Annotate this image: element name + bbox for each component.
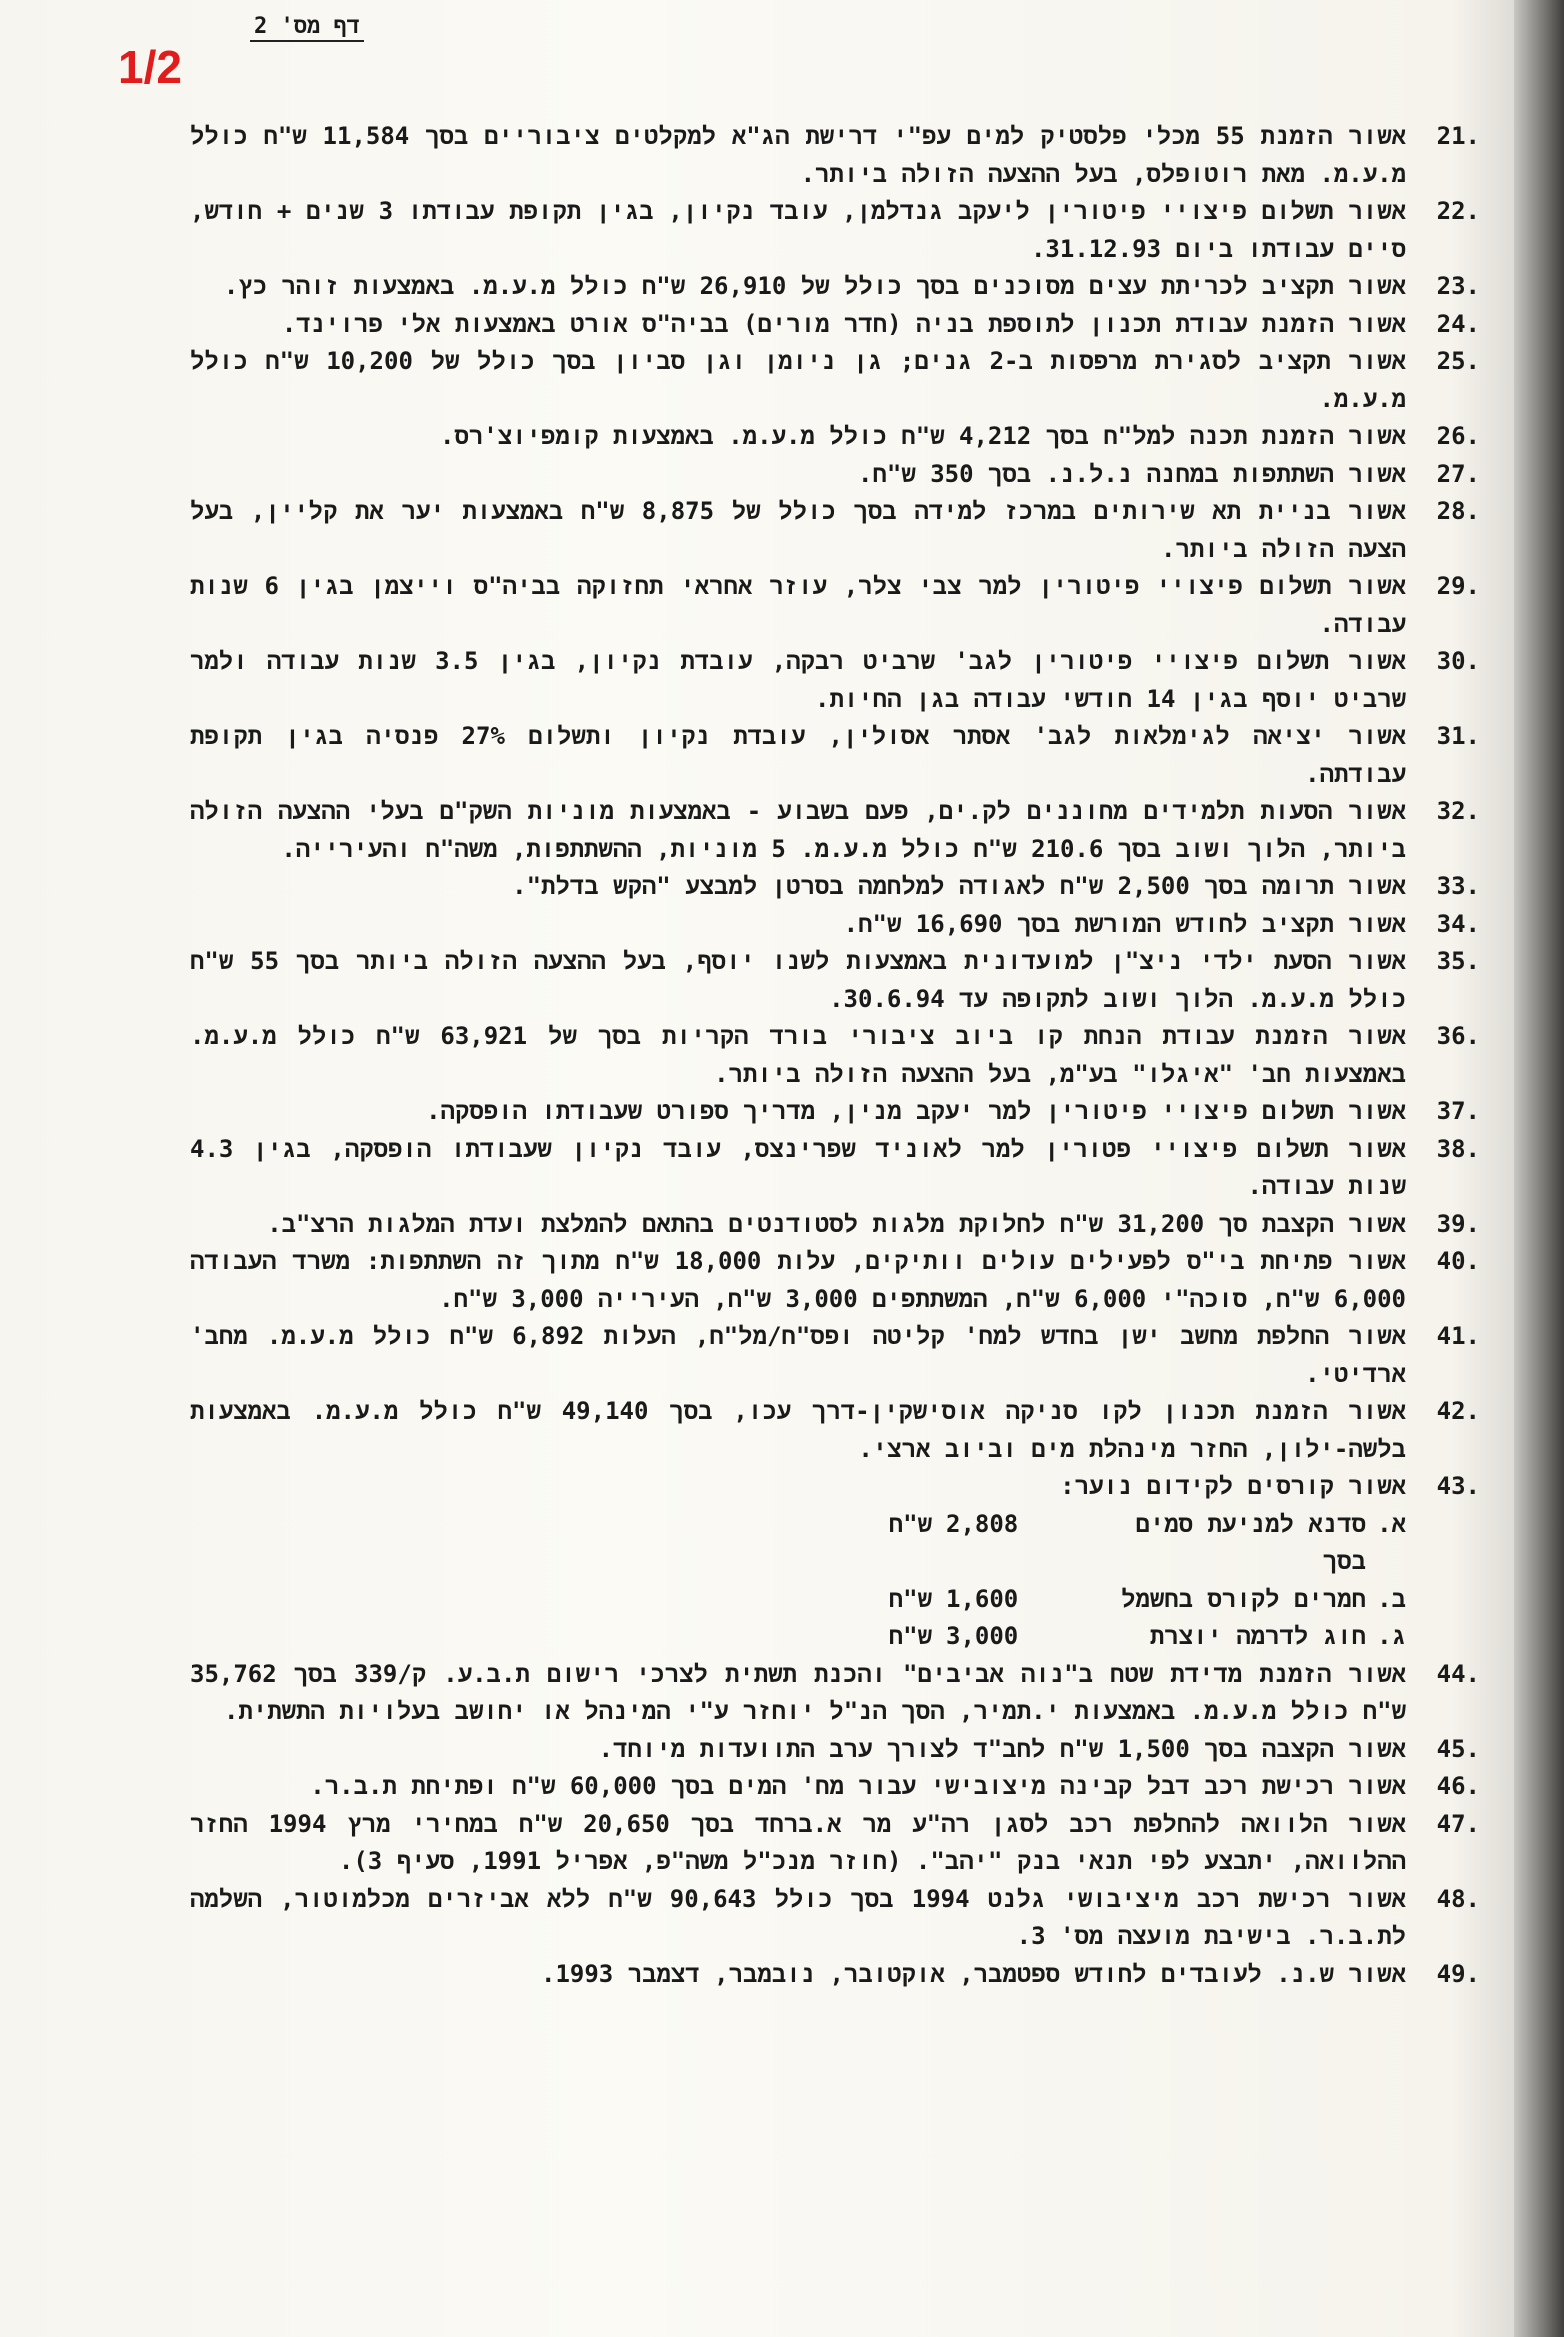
- resolution-number: 37.: [1436, 1097, 1480, 1125]
- resolution-text: אשור החלפת מחשב ישן בחדש למח' קליטה ופס"ח/מל"ח, העלות 6,892 ש"ח כולל מ.ע.מ. מחב' ארדיטי.: [190, 1322, 1407, 1388]
- resolution-text: אשור יציאה לגימלאות לגב' אסתר אסולין, עובדת נקיון ותשלום 27% פנסיה בגין תקופת עבודתה.: [190, 722, 1407, 788]
- course-line: [786, 1581, 1406, 1619]
- resolution-number: 28.: [1436, 497, 1480, 525]
- course-name: סדנא למניעת סמים בסך: [1135, 1509, 1366, 1575]
- page-fraction-marker: 1/2: [118, 41, 182, 93]
- resolution-text: אשור תשלום פיצויי פטורין למר לאוניד שפרינצס, עובד נקיון שעבודתו הופסקה, בגין 4.3 שנות עבודה.: [190, 1134, 1406, 1200]
- resolution-item: [190, 418, 1480, 456]
- resolution-text: אשור הזמנת תכנה למל"ח בסך 4,212 ש"ח כולל מ.ע.מ. באמצעות קומפיוצ'רס.: [440, 422, 1406, 450]
- resolution-item: [190, 1768, 1480, 1806]
- resolution-item: [190, 643, 1480, 718]
- resolution-number: 34.: [1436, 909, 1480, 938]
- resolution-item: [190, 1806, 1480, 1881]
- resolution-item: [190, 493, 1480, 568]
- resolution-item: [190, 306, 1480, 344]
- resolution-text: אשור רכישת רכב מיציבושי גלנט 1994 בסך כולל 90,643 ש"ח ללא אביזרים מכלמוטור, השלמה לת.ב.ר. בישיבת מועצה מס' 3.: [190, 1884, 1406, 1950]
- resolution-item: [190, 193, 1480, 268]
- resolution-item: [190, 1131, 1480, 1206]
- resolution-item: [190, 793, 1480, 868]
- resolution-number: 36.: [1436, 1022, 1480, 1050]
- resolution-item: [190, 1956, 1480, 1994]
- course-letter: ג.: [1377, 1622, 1406, 1650]
- resolution-number: 46.: [1436, 1772, 1480, 1800]
- resolution-text: אשור תשלום פיצויי פיטורין למר יעקב מנין, מדריך ספורט שעבודתו הופסקה.: [426, 1097, 1406, 1125]
- resolution-item: [190, 906, 1480, 944]
- resolution-item: [190, 118, 1480, 193]
- resolution-number: 43.: [1436, 1472, 1480, 1500]
- resolution-number: 48.: [1436, 1884, 1480, 1913]
- resolution-text: אשור השתתפות במחנה נ.ל.נ. בסך 350 ש"ח.: [858, 459, 1406, 488]
- resolution-text: אשור הקצבה בסך 1,500 ש"ח לחב"ד לצורך ערב התוועדות מיוחד.: [598, 1734, 1406, 1763]
- resolution-text: אשור רכישת רכב דבל קבינה מיצובישי עבור מח' המים בסך 60,000 ש"ח ופתיחת ת.ב.ר.: [310, 1772, 1406, 1800]
- resolution-number: 32.: [1436, 797, 1480, 825]
- course-name: חמרים לקורס בחשמל: [1121, 1584, 1366, 1613]
- resolution-number: 45.: [1436, 1734, 1480, 1763]
- resolution-text: אשור הסעות תלמידים מחוננים לק.ים, פעם בשבוע - באמצעות מוניות השק"ם בעלי ההצעה הזולה ביותר, הלוך ושוב בסך 210.6 ש"ח כולל מ.ע.מ. 5 מוניות, ההשתתפות, משה"ח והעירייה.: [190, 797, 1406, 863]
- resolution-text: אשור הזמנת 55 מכלי פלסטיק למים עפ"י דרישת הג"א למקלטים ציבוריים בסך 11,584 ש"ח כולל מ.ע.מ. מאת רוטופלס, בעל ההצעה הזולה ביותר.: [190, 122, 1406, 188]
- course-letter: א.: [1377, 1509, 1406, 1538]
- resolution-number: 41.: [1436, 1322, 1480, 1350]
- resolution-item: [190, 1093, 1480, 1131]
- resolution-number: 24.: [1436, 309, 1480, 338]
- resolution-item: [190, 943, 1480, 1018]
- resolution-item: [190, 1206, 1480, 1244]
- resolution-text: אשור תקציב לסגירת מרפסות ב-2 גנים; גן ניומן וגן סביון בסך כולל של 10,200 ש"ח כולל מ.ע.מ.: [190, 347, 1406, 413]
- resolution-text: אשור ש.נ. לעובדים לחודש ספטמבר, אוקטובר, נובמבר, דצמבר 1993.: [541, 1959, 1406, 1988]
- resolution-item: [190, 1243, 1480, 1318]
- resolution-number: 22.: [1436, 197, 1480, 225]
- resolution-number: 29.: [1436, 572, 1480, 600]
- resolution-item: [190, 1018, 1480, 1093]
- course-amount: 3,000: [946, 1622, 1019, 1650]
- resolution-item: [190, 268, 1480, 306]
- resolution-number: 39.: [1436, 1209, 1480, 1238]
- resolution-number: 35.: [1436, 947, 1480, 975]
- course-currency: ש"ח: [888, 1509, 932, 1538]
- resolution-item: [190, 568, 1480, 643]
- resolution-item: [190, 1318, 1480, 1393]
- course-currency: ש"ח: [888, 1622, 932, 1650]
- resolution-item: [190, 868, 1480, 906]
- resolution-text: אשור הזמנת תכנון לקו סניקה אוסישקין-דרך עכו, בסך 49,140 ש"ח כולל מ.ע.מ. באמצעות בלשה-ילון, החזר מינהלת מים וביוב ארצי.: [190, 1397, 1407, 1463]
- resolution-item: [190, 1468, 1480, 1506]
- resolution-number: 42.: [1436, 1397, 1480, 1425]
- resolution-text: אשור הזמנת מדידת שטח ב"נוה אביבים" והכנת תשתית לצרכי רישום ת.ב.ע. ק/339 בסך 35,762 ש"ח כולל מ.ע.מ. באמצעות י.תמיר, הסך הנ"ל יוחזר ע"י המינהל או יחושב בעלויות התשתית.: [190, 1659, 1407, 1725]
- resolution-text: אשור תשלום פיצויי פיטורין לגב' שרביט רבקה, עובדת נקיון, בגין 3.5 שנות עבודה ולמר שרביט יוסף בגין 14 חודשי עבודה בגן החיות.: [190, 647, 1407, 713]
- resolution-text: אשור תשלום פיצויי פיטורין למר צבי צלר, עוזר אחראי תחזוקה בביה"ס וייצמן בגין 6 שנות עבודה.: [190, 572, 1407, 638]
- resolution-number: 23.: [1436, 272, 1480, 300]
- resolution-number: 40.: [1436, 1247, 1480, 1275]
- resolution-number: 27.: [1436, 459, 1480, 488]
- resolution-number: 49.: [1436, 1959, 1480, 1988]
- resolution-text: אשור הסעת ילדי ניצ"ן למועדונית באמצעות לשנו יוסף, בעל ההצעה הזולה ביותר בסך 55 ש"ח כולל מ.ע.מ. הלוך ושוב לתקופה עד 30.6.94.: [190, 947, 1407, 1013]
- resolution-item: [190, 718, 1480, 793]
- course-letter: ב.: [1377, 1584, 1406, 1613]
- scan-edge-shadow: [1514, 0, 1564, 2337]
- resolution-list: [190, 118, 1480, 1993]
- resolution-number: 31.: [1436, 722, 1480, 750]
- course-name: חוג לדרמה יוצרת: [1149, 1622, 1366, 1650]
- course-line: [786, 1618, 1406, 1656]
- page-number-label: דף מס' 2: [250, 14, 364, 42]
- resolution-number: 38.: [1436, 1134, 1480, 1163]
- resolution-number: 44.: [1436, 1659, 1480, 1688]
- resolution-number: 26.: [1436, 422, 1480, 450]
- course-amount: 2,808: [946, 1509, 1019, 1538]
- resolution-item: [190, 1731, 1480, 1769]
- resolution-text: אשור קורסים לקידום נוער:: [1060, 1472, 1406, 1500]
- resolution-text: אשור תרומה בסך 2,500 ש"ח לאגודה למלחמה בסרטן למבצע "הקש בדלת".: [512, 872, 1406, 900]
- resolution-number: 21.: [1436, 122, 1480, 150]
- resolution-number: 30.: [1436, 647, 1480, 675]
- resolution-number: 47.: [1436, 1809, 1480, 1838]
- resolution-item: [190, 1393, 1480, 1468]
- resolution-text: אשור תשלום פיצויי פיטורין ליעקב גנדלמן, עובד נקיון, בגין תקופת עבודתו 3 שנים + חודש, סיים עבודתו ביום 31.12.93.: [190, 197, 1406, 263]
- resolution-text: אשור תקציב לכריתת עצים מסוכנים בסך כולל של 26,910 ש"ח כולל מ.ע.מ. באמצעות זוהר כץ.: [223, 272, 1406, 300]
- resolution-text: אשור הזמנת עבודת תכנון לתוספת בניה (חדר מורים) בביה"ס אורט באמצעות אלי פרוינד.: [281, 309, 1406, 338]
- resolution-number: 33.: [1436, 872, 1480, 900]
- resolution-item: [190, 456, 1480, 494]
- resolution-text: אשור פתיחת בי"ס לפעילים עולים וותיקים, עלות 18,000 ש"ח מתוך זה השתתפות: משרד העבודה 6,000 ש"ח, סוכה"י 6,000 ש"ח, המשתתפים 3,000 ש"ח, העירייה 3,000 ש"ח.: [190, 1247, 1407, 1313]
- resolution-item: [190, 343, 1480, 418]
- resolution-number: 25.: [1436, 347, 1480, 375]
- course-currency: ש"ח: [888, 1584, 932, 1613]
- resolution-text: אשור הלוואה להחלפת רכב לסגן רה"ע מר א.ברחד בסך 20,650 ש"ח במחירי מרץ 1994 החזר ההלוואה, יתבצע לפי תנאי בנק "יהב". (חוזר מנכ"ל משה"פ, אפריל 1991, סעיף 3).: [190, 1809, 1406, 1875]
- course-amount: 1,600: [946, 1584, 1019, 1613]
- resolution-text: אשור בניית תא שירותים במרכז למידה בסך כולל של 8,875 ש"ח באמצעות יער את קליין, בעל הצעה הזולה ביותר.: [190, 497, 1406, 563]
- resolution-text: אשור הזמנת עבודת הנחת קו ביוב ציבורי בורד הקריות בסך של 63,921 ש"ח כולל מ.ע.מ. באמצעות חב' "איגלו" בע"מ, בעל ההצעה הזולה ביותר.: [190, 1022, 1407, 1088]
- resolution-text: אשור הקצבת סך 31,200 ש"ח לחלוקת מלגות לסטודנטים בהתאם להמלצת ועדת המלגות הרצ"ב.: [267, 1209, 1406, 1238]
- resolution-item: [190, 1881, 1480, 1956]
- resolution-item: [190, 1656, 1480, 1731]
- resolution-text: אשור תקציב לחודש המורשת בסך 16,690 ש"ח.: [843, 909, 1406, 938]
- course-line: [786, 1506, 1406, 1581]
